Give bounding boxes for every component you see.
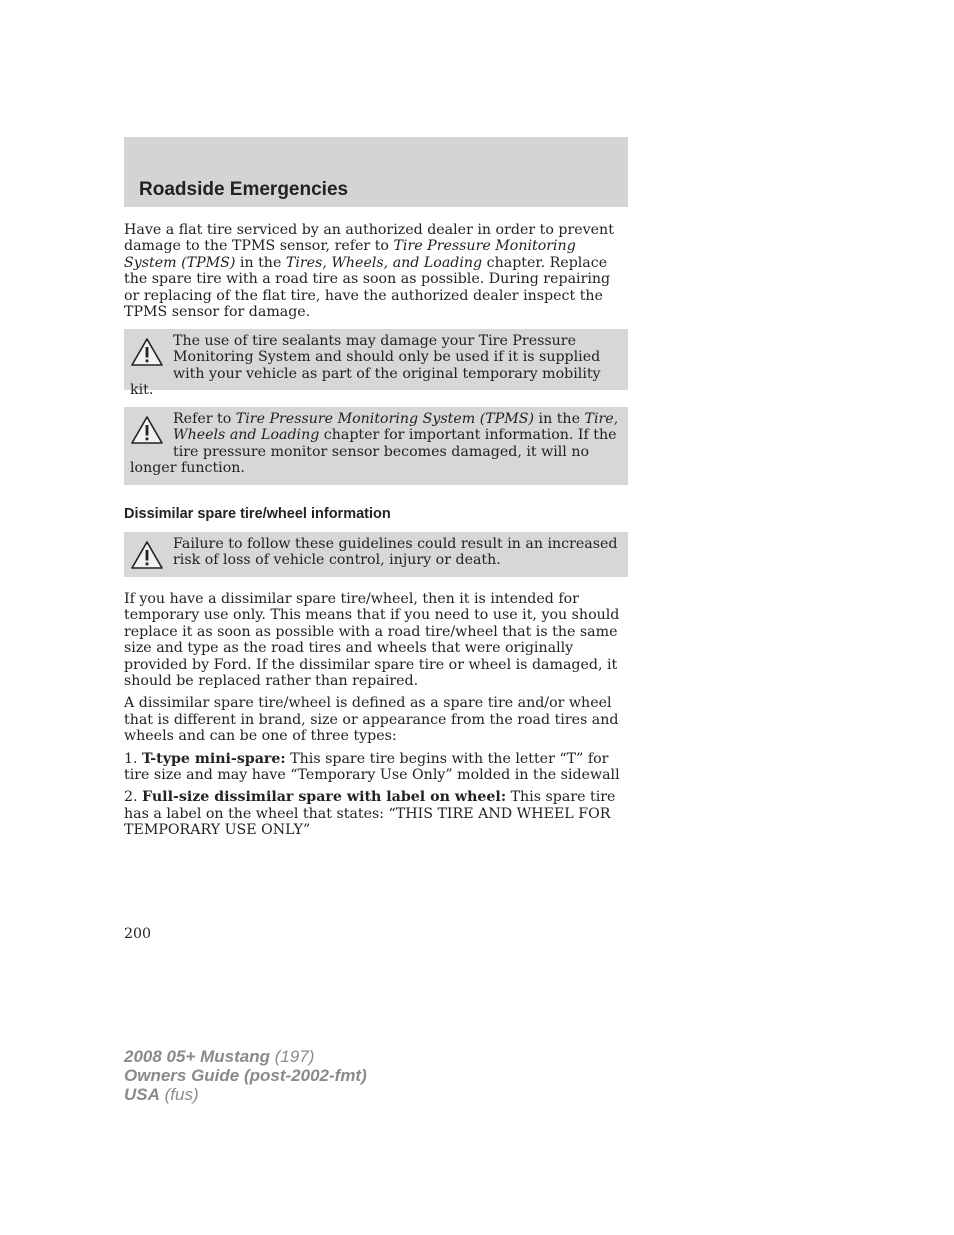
warning-text: Failure to follow these guidelines could result in an increased risk of loss of vehicle control, injury or death. <box>173 536 618 569</box>
warning-box-guidelines <box>124 532 628 577</box>
document-footer: 2008 05+ Mustang (197) Owners Guide (post-2002-fmt) USA (fus) <box>124 1047 367 1104</box>
list-item: 1. T-type mini-spare: This spare tire begins with the letter “T” for tire size and may have “Temporary Use Only” molded in the sidewall <box>124 750 620 784</box>
warning-text: The use of tire sealants may damage your Tire Pressure Monitoring System and should only be used if it is supplied with your vehicle as part of the original temporary mobility kit. <box>130 333 601 399</box>
chapter-reference: Tire, Wheels and Loading <box>173 411 619 444</box>
warning-box-tpms: Refer to Tire Pressure Monitoring System (TPMS) in the Tire, Wheels and Loading chapter for important information. If the tire pressure monitor sensor becomes damaged, it will no longer function. <box>124 407 628 485</box>
warning-triangle-icon <box>130 337 164 367</box>
section-header-band <box>124 137 628 207</box>
item-label: T-type mini-spare: <box>142 750 286 767</box>
body-text <box>124 591 628 839</box>
tpms-reference: Tire Pressure Monitoring System (TPMS) <box>124 238 576 271</box>
item-label: Full-size dissimilar spare with label on wheel: <box>142 789 507 806</box>
section-title: Roadside Emergencies <box>139 179 349 200</box>
page-number: 200 <box>124 926 152 942</box>
intro-paragraph: Have a flat tire serviced by an authorized dealer in order to prevent damage to the TPMS sensor, refer to Tire Pressure Monitoring System (TPMS) in the Tires, Wheels, and Loading chapter. Replace the spare tire with a road tire as soon as possible. During repairing or replacing of the flat tire, have the authorized dealer inspect the TPMS sensor for damage. <box>124 222 614 321</box>
list-item: 2. Full-size dissimilar spare with label on wheel: This spare tire has a label on the wheel that states: “THIS TIRE AND WHEEL FOR TEMPORARY USE ONLY” <box>124 789 616 839</box>
paragraph-definition: A dissimilar spare tire/wheel is defined as a spare tire and/or wheel that is different in brand, size or appearance from the road tires and wheels and can be one of three types: <box>124 695 619 745</box>
subheading-dissimilar-spare: Dissimilar spare tire/wheel information <box>124 506 391 522</box>
warning-triangle-icon <box>130 415 164 445</box>
paragraph-dissimilar-spare: If you have a dissimilar spare tire/wheel, then it is intended for temporary use only. This means that if you need to use it, you should replace it as soon as possible with a road tire/wheel that is the same size and type as the road tires and wheels that were originally provided by Ford. If the dissimilar spare tire or wheel is damaged, it should be replaced rather than repaired. <box>124 591 620 690</box>
chapter-reference: Tires, Wheels, and Loading <box>285 254 483 271</box>
warning-triangle-icon <box>130 540 164 570</box>
warning-box-sealants <box>124 329 628 399</box>
tpms-reference: Tire Pressure Monitoring System (TPMS) <box>235 411 535 427</box>
